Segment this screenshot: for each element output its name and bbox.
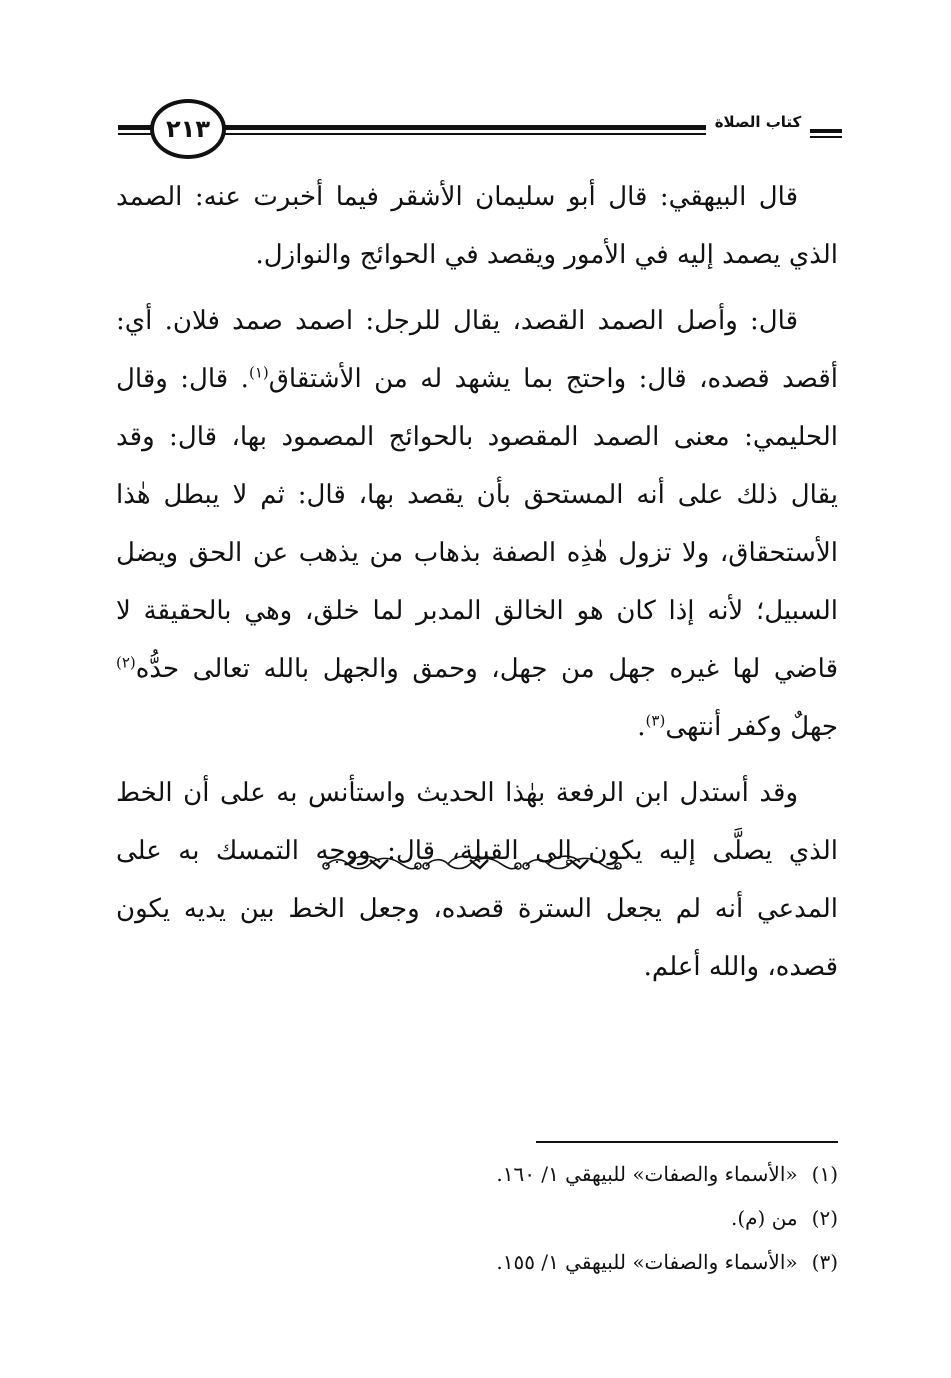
paragraph-2-part-b: . قال: وقال الحليمي: معنى الصمد المقصود بالحوائج المصمود بها، قال: وقد يقال ذلك على أنه المستحق بأن يقصد بها، قال: ثم لا يبطل هٰذا الأستحقاق، ولا تزول هٰذِه الصفة بذهاب من يذهب عن الحق ويضل السبيل؛ لأنه إذا كان هو الخالق المدبر لما خلق، وهي بالحقيقة لا قاضي لها غيره جهل من جهل، وحمق والجهل بالله تعالى حدُّه [116, 364, 838, 684]
footnote-text: «الأسماء والصفات» للبيهقي ١/ ١٦٠. [496, 1162, 798, 1186]
paragraph-2 [116, 292, 838, 756]
footnote-ref-2[interactable]: (٢) [116, 653, 136, 672]
paragraph-2-part-a: قال: وأصل الصمد القصد، يقال للرجل: اصمد صمد فلان. أي: أقصد قصده، قال: واحتج بما يشهد له من الأشتقاق [116, 306, 839, 394]
paragraph-3: وقد أستدل ابن الرفعة بهٰذا الحديث واستأنس به على أن الخط الذي يصلَّى إليه يكون إلى القبلة، قال: ووجه التمسك به على المدعي أنه لم يجعل السترة قصده، وجعل الخط بين يديه يكون قصده، والله أعلم. [116, 778, 838, 982]
footnote-separator [536, 1141, 838, 1143]
page-header [0, 0, 951, 160]
footnote-number: (١) [811, 1162, 838, 1186]
footnote-text: «الأسماء والصفات» للبيهقي ١/ ١٥٥. [496, 1250, 798, 1274]
page-number: ٢١٣ [150, 99, 226, 159]
ornament-flourish-left [323, 856, 421, 869]
footnote-1 [300, 1152, 838, 1196]
footnote-text: من (م). [730, 1206, 798, 1230]
footnote-number: (٢) [811, 1206, 838, 1230]
section-title: كتاب الصلاة [714, 113, 802, 131]
ornament-divider [318, 850, 628, 880]
footnotes [300, 1152, 838, 1284]
footnote-ref-3[interactable]: (٣) [645, 711, 666, 730]
footnote-3 [300, 1240, 838, 1284]
paragraph-1: قال البيهقي: قال أبو سليمان الأشقر فيما أخبرت عنه: الصمد الذي يصمد إليه في الأمور ويقصد في الحوائج والنوازل. [116, 182, 838, 270]
footnote-2 [300, 1196, 838, 1240]
paragraph-2-part-d: . [637, 712, 646, 742]
ornament-flourish-right [523, 856, 621, 869]
header-rule-right-thin [810, 136, 842, 138]
footnote-number: (٣) [811, 1250, 838, 1274]
header-rule-middle-thin [225, 133, 706, 135]
header-rule-right [810, 129, 842, 133]
footnote-ref-1[interactable]: (١) [248, 363, 269, 382]
header-rule-middle [225, 125, 706, 130]
ornament-flourish-middle [423, 856, 521, 869]
paragraph-2-part-c: جهلٌ وكفر أنتهى [665, 712, 838, 742]
